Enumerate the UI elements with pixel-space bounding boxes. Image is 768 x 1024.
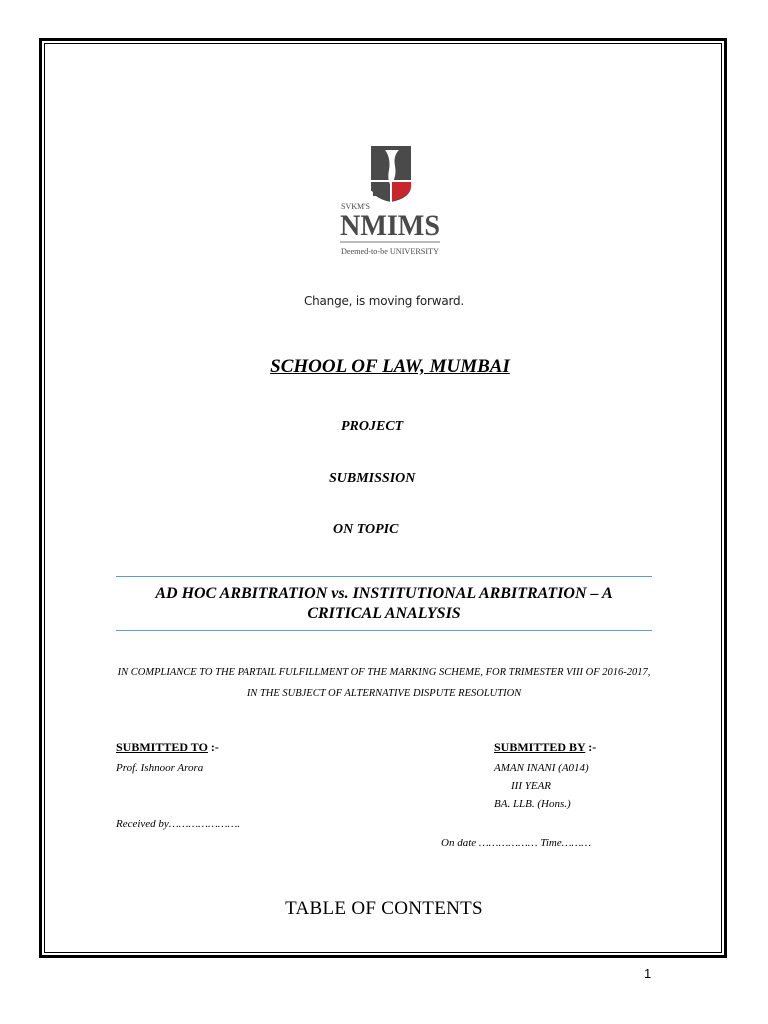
title-box [116, 576, 652, 631]
professor-name: Prof. Ishnoor Arora [116, 762, 204, 774]
school-heading: SCHOOL OF LAW, MUMBAI [270, 356, 510, 377]
toc-heading: TABLE OF CONTENTS [285, 898, 483, 919]
page-number: 1 [644, 966, 652, 981]
submitted-by-text: SUBMITTED BY [494, 740, 586, 754]
submission-line: SUBMISSION [329, 471, 416, 486]
student-name: AMAN INANI (A014) [494, 762, 589, 774]
logo-tagline: Change, is moving forward. [303, 294, 465, 308]
on-topic-line: ON TOPIC [333, 522, 399, 537]
submitted-by-suffix: :- [585, 740, 597, 754]
student-course: BA. LLB. (Hons.) [494, 798, 571, 810]
nmims-logo [335, 142, 445, 260]
logo-name: NMIMS [340, 209, 440, 242]
logo-prefix: SVKM'S [341, 202, 371, 211]
submitted-to-suffix: :- [207, 740, 219, 754]
submitted-to-label [116, 740, 219, 755]
project-title: AD HOC ARBITRATION vs. INSTITUTIONAL ARBITRATION – A CRITICAL ANALYSIS [155, 584, 613, 622]
compliance-statement: IN COMPLIANCE TO THE PARTAIL FULFILLMENT OF THE MARKING SCHEME, FOR TRIMESTER VIII OF 2016-2017, IN THE SUBJECT OF ALTERNATIVE DISPUTE RESOLUTION [117, 667, 651, 699]
received-by: Received by…………………. [116, 818, 241, 830]
submitted-by-label [494, 740, 596, 755]
submitted-to-text: SUBMITTED TO [116, 740, 208, 754]
project-line: PROJECT [341, 419, 404, 434]
logo-subtitle: Deemed-to-be UNIVERSITY [341, 247, 440, 256]
on-date-time: On date ……………… Time……… [441, 837, 592, 849]
student-year: III YEAR [511, 780, 552, 792]
